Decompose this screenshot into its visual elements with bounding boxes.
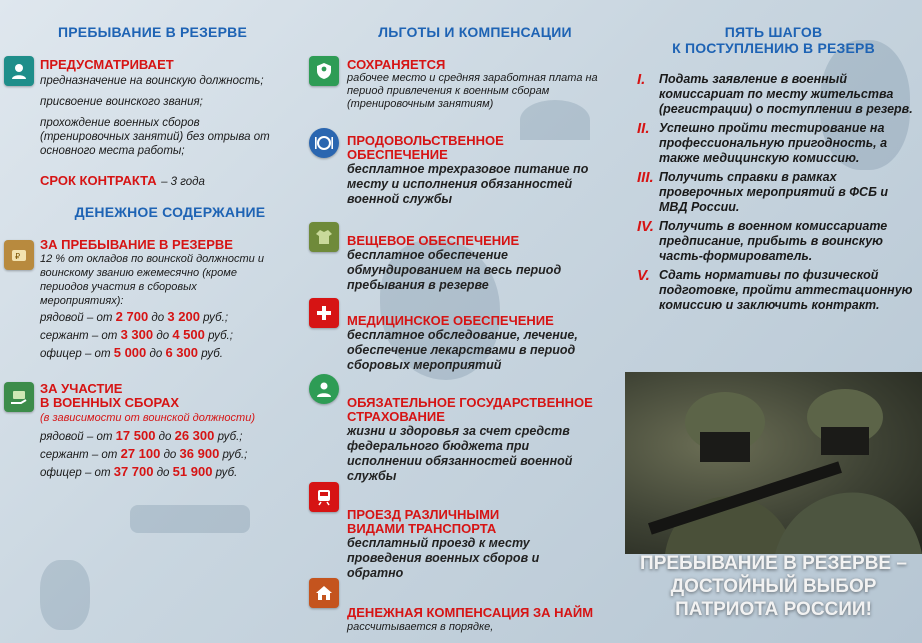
steps-header-line-2: К ПОСТУПЛЕНИЮ В РЕЗЕРВ — [672, 40, 875, 56]
reserve-pay-title: ЗА ПРЕБЫВАНИЕ В РЕЗЕРВЕ — [40, 237, 233, 252]
reserve-pay-row: офицер – от 5 000 до 6 300 руб. — [40, 345, 223, 360]
camp-pay-row: рядовой – от 17 500 до 26 300 руб.; — [40, 428, 243, 443]
slogan — [625, 552, 922, 621]
step-number: I. — [637, 71, 646, 88]
person-icon — [4, 56, 34, 86]
benefit-title: ОБЯЗАТЕЛЬНОЕ ГОСУДАРСТВЕННОЕ СТРАХОВАНИЕ — [347, 395, 593, 424]
step-item — [637, 72, 917, 117]
benefit-title: ВЕЩЕВОЕ ОБЕСПЕЧЕНИЕ — [347, 233, 520, 248]
contract-value: – 3 года — [161, 176, 205, 188]
plate-icon — [309, 128, 339, 158]
step-text: Получить в военном комиссариате предписание, прибыть в воинскую часть-формирователь. — [659, 219, 888, 263]
benefits-header: ЛЬГОТЫ И КОМПЕНСАЦИИ — [378, 24, 572, 40]
step-text: Успешно пройти тестирование на профессиональную пригодность, а также медицинскую комиссию. — [659, 121, 888, 165]
step-number: III. — [637, 169, 654, 186]
reserve-pay-row: рядовой – от 2 700 до 3 200 руб.; — [40, 309, 229, 324]
slogan-line-3: ПАТРИОТА РОССИИ! — [675, 599, 872, 620]
medical-cross-icon — [309, 298, 339, 328]
column-reserve — [0, 0, 305, 643]
train-icon — [309, 482, 339, 512]
reserve-header: ПРЕБЫВАНИЕ В РЕЗЕРВЕ — [57, 24, 247, 40]
steps-list — [637, 72, 917, 317]
benefit-text: рабочее место и средняя заработная плата на период привлечения к военным сборам (тренировочным занятиям) — [347, 72, 598, 110]
step-text: Сдать нормативы по физической подготовке, пройти аттестационную комиссию и заключить контракт. — [659, 268, 913, 312]
provides-item: прохождение военных сборов (тренировочных занятий) без отрыва от основного места работы; — [40, 117, 270, 157]
wallet-icon — [4, 240, 34, 270]
insurance-icon — [309, 374, 339, 404]
svg-text:₽: ₽ — [15, 252, 21, 261]
benefit-text: рассчитывается в порядке, — [347, 621, 494, 633]
steps-header — [625, 24, 922, 56]
provides-item: предназначение на воинскую должность; — [40, 75, 264, 87]
column-benefits — [305, 0, 625, 643]
benefit-text: бесплатное обследование, лечение, обеспечение лекарствами в период сборовых мероприятий — [347, 328, 578, 372]
pay-header: ДЕНЕЖНОЕ СОДЕРЖАНИЕ — [74, 204, 266, 220]
camp-title-2: В ВОЕННЫХ СБОРАХ — [40, 395, 180, 410]
shield-person-icon — [309, 56, 339, 86]
step-item — [637, 219, 917, 264]
money-hand-icon — [4, 382, 34, 412]
steps-header-line-1: ПЯТЬ ШАГОВ — [724, 24, 823, 40]
benefit-text: бесплатное обеспечение обмундированием на весь период пребывания в резерве — [347, 248, 562, 292]
camp-pay-row: офицер – от 37 700 до 51 900 руб. — [40, 464, 238, 479]
benefit-title: СОХРАНЯЕТСЯ — [347, 57, 446, 72]
benefit-text: бесплатное трехразовое питание по месту и исполнения обязанностей военной службы — [347, 162, 589, 206]
contract-label: СРОК КОНТРАКТА — [40, 173, 157, 188]
house-icon — [309, 578, 339, 608]
benefit-title: МЕДИЦИНСКОЕ ОБЕСПЕЧЕНИЕ — [347, 313, 554, 328]
step-number: V. — [637, 267, 650, 284]
provides-title: ПРЕДУСМАТРИВАЕТ — [40, 57, 174, 72]
step-item — [637, 170, 917, 215]
step-number: II. — [637, 120, 650, 137]
reserve-pay-text: 12 % от окладов по воинской должности и воинскому званию ежемесячно (кроме периодов участия в сборовых мероприятиях): — [40, 253, 264, 307]
step-item — [637, 268, 917, 313]
jacket-icon — [309, 222, 339, 252]
camp-title: ЗА УЧАСТИЕ — [40, 381, 123, 396]
benefit-title: ПРОЕЗД РАЗЛИЧНЫМИ ВИДАМИ ТРАНСПОРТА — [347, 507, 500, 536]
reserve-pay-row: сержант – от 3 300 до 4 500 руб.; — [40, 327, 233, 342]
camp-note: (в зависимости от воинской должности) — [40, 412, 255, 424]
benefit-title: ДЕНЕЖНАЯ КОМПЕНСАЦИЯ ЗА НАЙМ — [347, 605, 594, 620]
provides-item: присвоение воинского звания; — [40, 96, 203, 108]
step-number: IV. — [637, 218, 654, 235]
benefit-text: бесплатный проезд к месту проведения военных сборов и обратно — [347, 536, 540, 580]
step-text: Подать заявление в военный комиссариат по месту жительства (регистрации) о поступлении в резерв. — [659, 72, 913, 116]
benefit-text: жизни и здоровья за счет средств федерального бюджета при исполнении обязанностей военной службы — [347, 424, 573, 483]
slogan-line-2: ДОСТОЙНЫЙ ВЫБОР — [670, 576, 877, 597]
step-item — [637, 121, 917, 166]
camp-pay-row: сержант – от 27 100 до 36 900 руб.; — [40, 446, 248, 461]
soldiers-photo — [625, 372, 922, 554]
benefit-title: ПРОДОВОЛЬСТВЕННОЕ ОБЕСПЕЧЕНИЕ — [347, 133, 504, 162]
step-text: Получить справки в рамках проверочных мероприятий в ФСБ и МВД России. — [659, 170, 889, 214]
slogan-line-1: ПРЕБЫВАНИЕ В РЕЗЕРВЕ – — [640, 553, 907, 574]
